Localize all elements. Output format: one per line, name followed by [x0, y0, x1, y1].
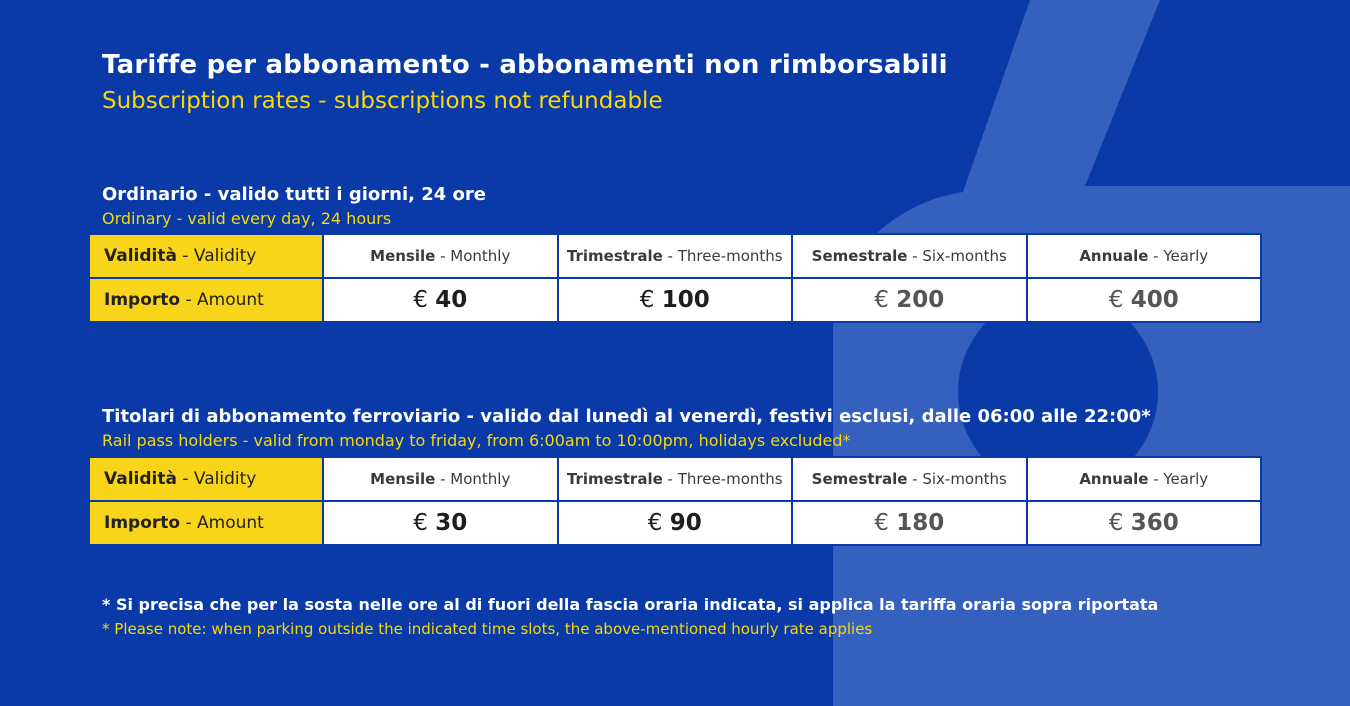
section-heading-ordinary: Ordinario - valido tutti i giorni, 24 ore — [102, 184, 487, 205]
column-six-months: Semestrale - Six-months — [792, 457, 1027, 501]
rates-table-ordinary — [88, 233, 1262, 323]
column-three-months: Trimestrale - Three-months — [558, 234, 793, 278]
footnote-italian: * Si precisa che per la sosta nelle ore al di fuori della fascia oraria indicata, si applica la tariffa oraria sopra riportata — [102, 595, 1159, 614]
section-subheading-ordinary: Ordinary - valid every day, 24 hours — [102, 209, 392, 228]
price-six-months: € 180 — [792, 501, 1027, 545]
amount-row — [89, 501, 1261, 545]
page-subtitle: Subscription rates - subscriptions not refundable — [102, 88, 663, 114]
column-three-months: Trimestrale - Three-months — [558, 457, 793, 501]
price-three-months: € 100 — [558, 278, 793, 322]
column-monthly: Mensile - Monthly — [323, 234, 558, 278]
price-yearly: € 360 — [1027, 501, 1262, 545]
amount-label: Importo - Amount — [89, 278, 323, 322]
column-monthly: Mensile - Monthly — [323, 457, 558, 501]
column-yearly: Annuale - Yearly — [1027, 234, 1262, 278]
validity-label: Validità - Validity — [89, 457, 323, 501]
rates-table-rail-pass — [88, 456, 1262, 546]
validity-label: Validità - Validity — [89, 234, 323, 278]
page-title: Tariffe per abbonamento - abbonamenti non rimborsabili — [102, 50, 948, 80]
price-yearly: € 400 — [1027, 278, 1262, 322]
validity-row — [89, 234, 1261, 278]
validity-row — [89, 457, 1261, 501]
column-yearly: Annuale - Yearly — [1027, 457, 1262, 501]
section-heading-rail-pass: Titolari di abbonamento ferroviario - valido dal lunedì al venerdì, festivi esclusi, dalle 06:00 alle 22:00* — [102, 406, 1151, 427]
amount-label: Importo - Amount — [89, 501, 323, 545]
price-three-months: € 90 — [558, 501, 793, 545]
column-six-months: Semestrale - Six-months — [792, 234, 1027, 278]
price-six-months: € 200 — [792, 278, 1027, 322]
price-monthly: € 40 — [323, 278, 558, 322]
amount-row — [89, 278, 1261, 322]
price-monthly: € 30 — [323, 501, 558, 545]
section-subheading-rail-pass: Rail pass holders - valid from monday to friday, from 6:00am to 10:00pm, holidays excluded* — [102, 431, 851, 450]
footnote-english: * Please note: when parking outside the indicated time slots, the above-mentioned hourly rate applies — [102, 620, 873, 638]
